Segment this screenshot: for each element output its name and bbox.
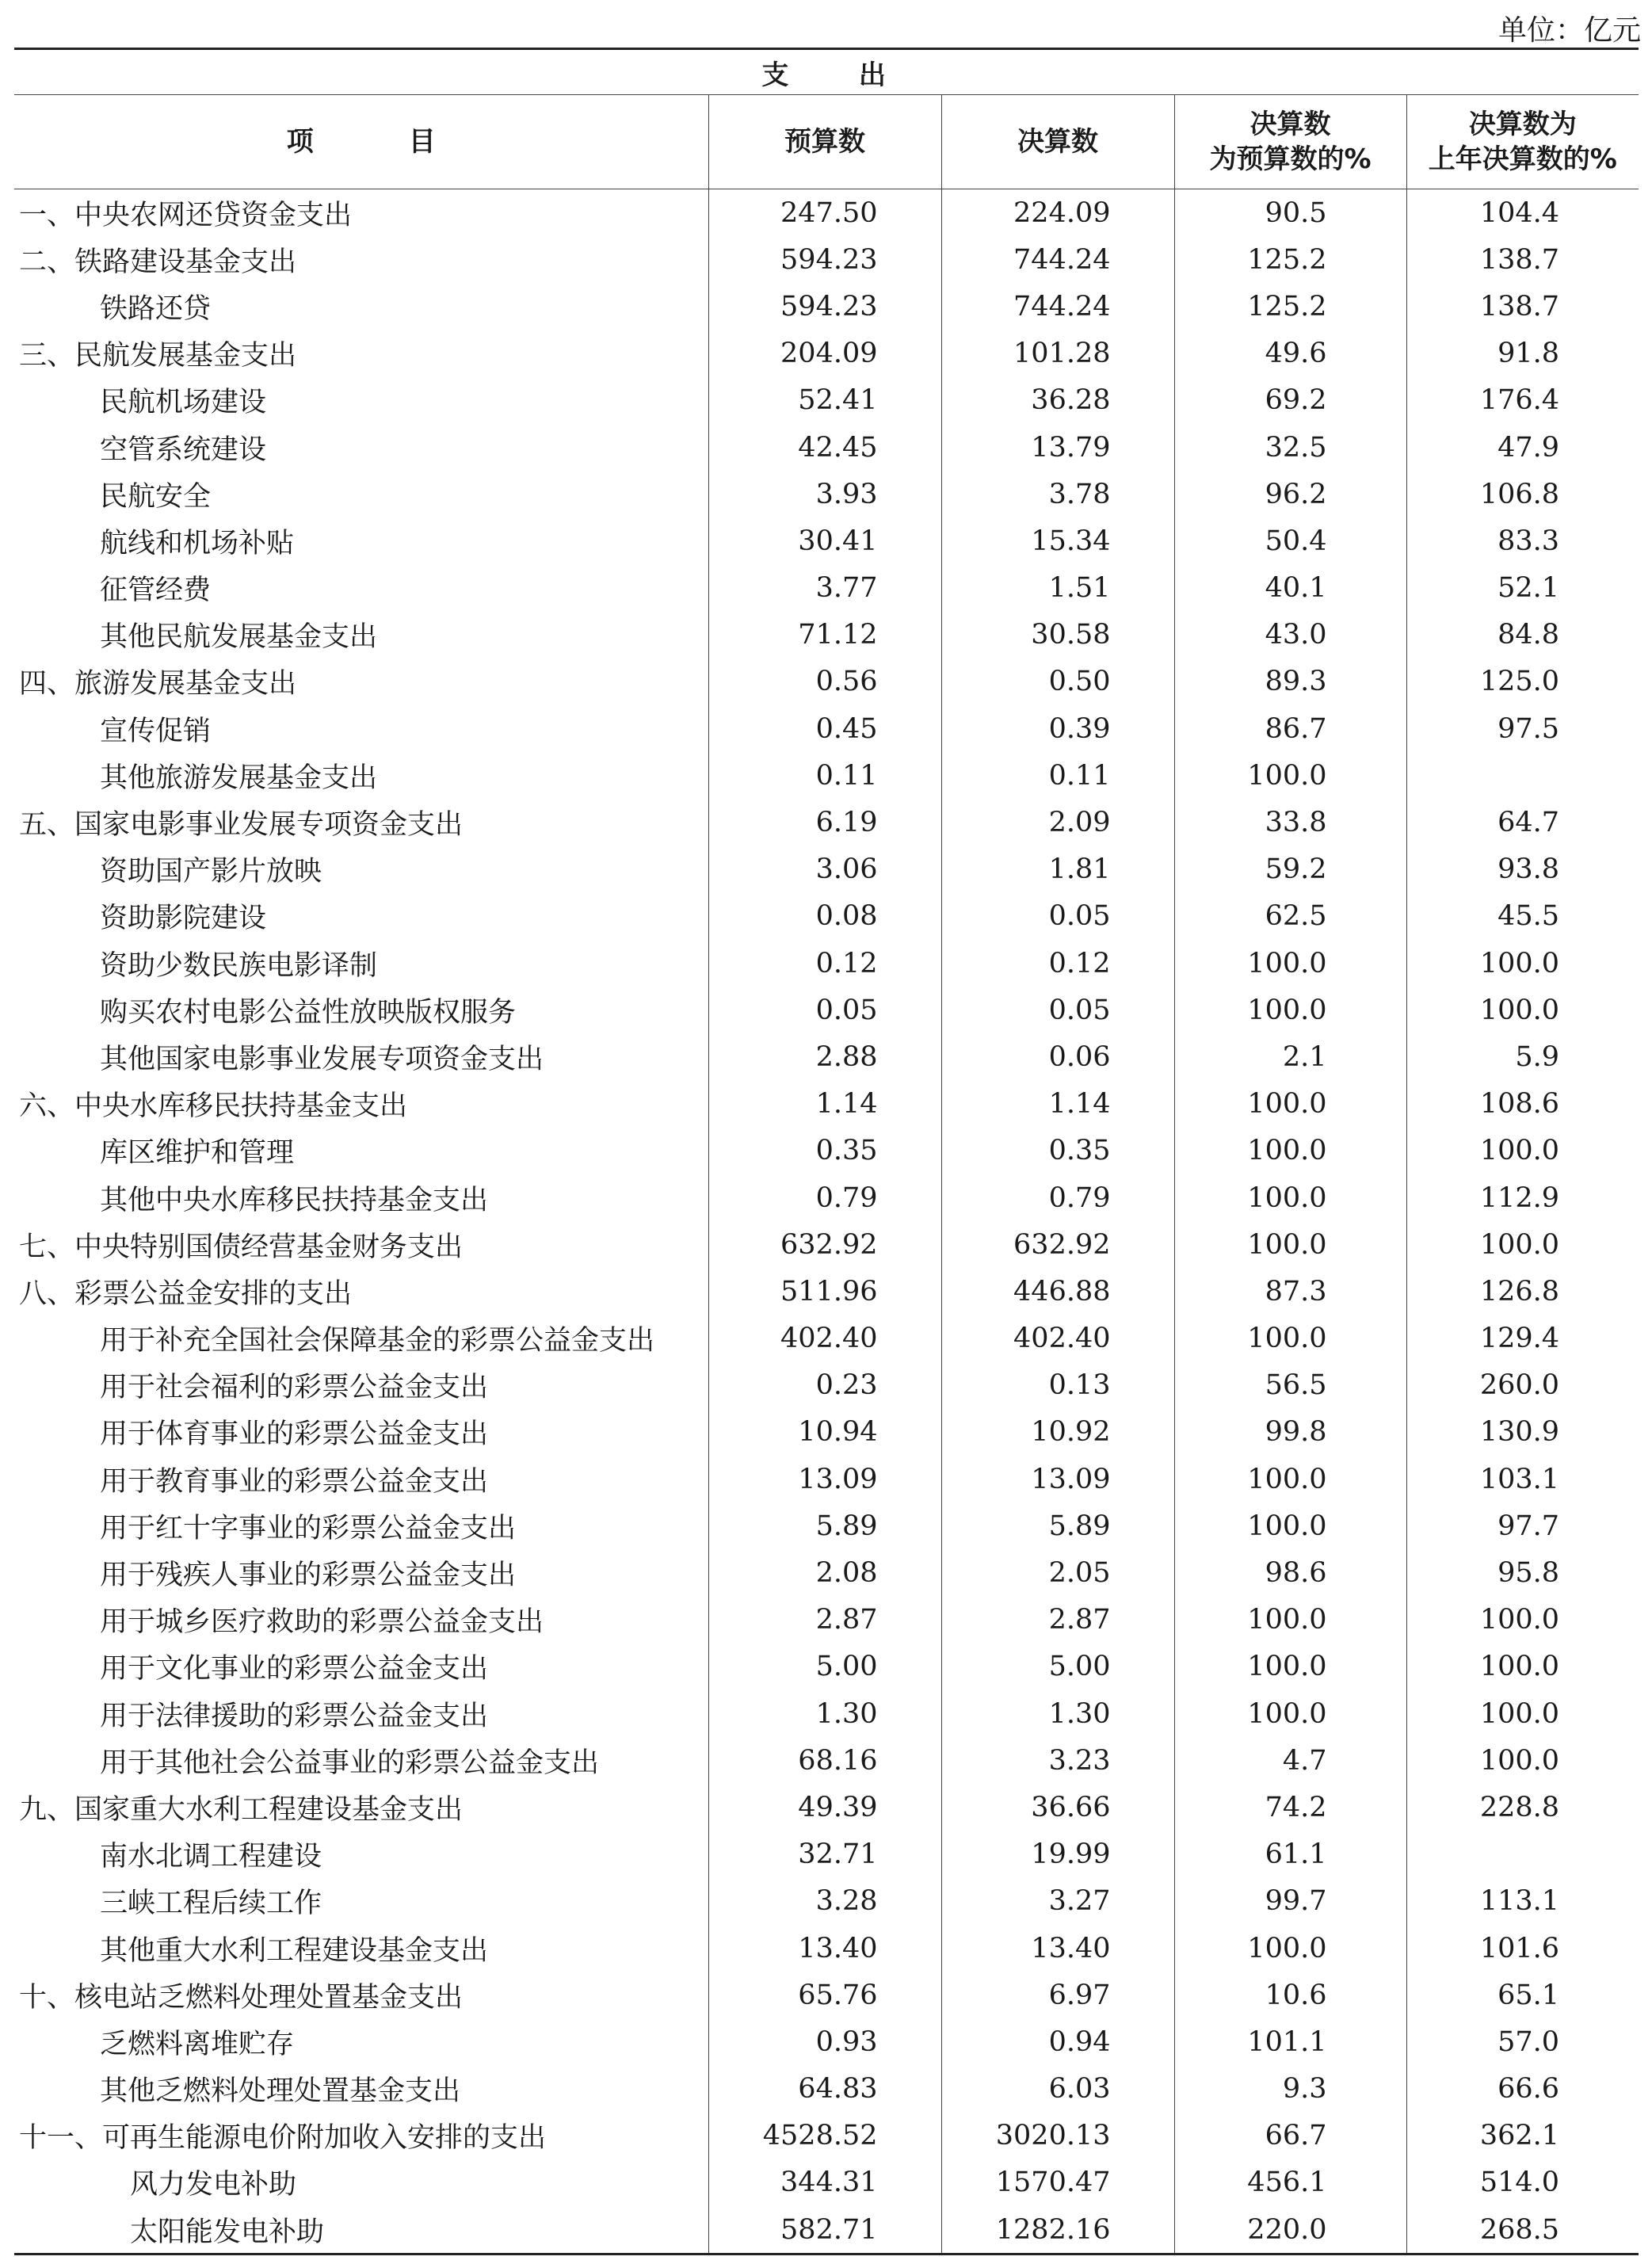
row-pct-of-budget-value: 40.1 bbox=[1174, 565, 1406, 612]
table-row bbox=[14, 1456, 1639, 1502]
row-pct-of-prev-value: 100.0 bbox=[1479, 1651, 1560, 1683]
row-budget-value: 0.05 bbox=[708, 987, 941, 1033]
row-final-value: 0.79 bbox=[941, 1174, 1174, 1221]
row-final-value: 1.81 bbox=[941, 846, 1174, 893]
table-row bbox=[14, 517, 1639, 564]
table-row bbox=[14, 1128, 1639, 1174]
row-item-name: 铁路还贷 bbox=[14, 283, 708, 330]
table-row bbox=[14, 471, 1639, 517]
row-item-name: 用于法律援助的彩票公益金支出 bbox=[14, 1690, 708, 1737]
row-pct-of-prev-value: 108.6 bbox=[1479, 1088, 1560, 1121]
row-item-name: 宣传促销 bbox=[14, 705, 708, 752]
row-final-value: 3.23 bbox=[941, 1737, 1174, 1784]
table-row bbox=[14, 1268, 1639, 1315]
row-final-value: 1570.47 bbox=[941, 2159, 1174, 2206]
row-item-name: 一、中央农网还贷资金支出 bbox=[14, 189, 708, 237]
row-item-name: 太阳能发电补助 bbox=[14, 2206, 708, 2254]
row-final-value: 0.94 bbox=[941, 2018, 1174, 2065]
row-item-name: 十一、可再生能源电价附加收入安排的支出 bbox=[14, 2113, 708, 2159]
row-pct-of-budget-value: 2.1 bbox=[1174, 1033, 1406, 1080]
row-pct-of-budget-value: 100.0 bbox=[1174, 1690, 1406, 1737]
row-final-value: 0.39 bbox=[941, 705, 1174, 752]
row-budget-value: 0.93 bbox=[708, 2018, 941, 2065]
row-pct-of-prev-value: 112.9 bbox=[1479, 1182, 1560, 1214]
row-pct-of-prev-value: 101.6 bbox=[1479, 1932, 1560, 1964]
table-row bbox=[14, 2159, 1639, 2206]
row-item-name: 四、旅游发展基金支出 bbox=[14, 659, 708, 705]
row-budget-value: 0.11 bbox=[708, 752, 941, 799]
row-pct-of-prev-value: 100.0 bbox=[1479, 1744, 1560, 1777]
row-pct-of-prev-value: 100.0 bbox=[1479, 1604, 1560, 1636]
row-pct-of-budget-value: 125.2 bbox=[1174, 283, 1406, 330]
row-item-name: 用于其他社会公益事业的彩票公益金支出 bbox=[14, 1737, 708, 1784]
row-pct-of-prev-value: 100.0 bbox=[1479, 1697, 1560, 1730]
row-pct-of-budget-value: 49.6 bbox=[1174, 330, 1406, 377]
row-item-name: 用于教育事业的彩票公益金支出 bbox=[14, 1456, 708, 1502]
row-pct-of-prev-value: 514.0 bbox=[1479, 2167, 1560, 2199]
row-item-name: 航线和机场补贴 bbox=[14, 517, 708, 564]
row-pct-of-budget-value: 9.3 bbox=[1174, 2066, 1406, 2113]
row-pct-of-prev-value: 260.0 bbox=[1479, 1369, 1560, 1402]
row-item-name: 南水北调工程建设 bbox=[14, 1831, 708, 1878]
row-pct-of-budget-value: 4.7 bbox=[1174, 1737, 1406, 1784]
table-row bbox=[14, 987, 1639, 1033]
row-pct-of-prev-value: 95.8 bbox=[1497, 1557, 1560, 1590]
table-row bbox=[14, 1174, 1639, 1221]
row-pct-of-prev-value: 125.0 bbox=[1479, 666, 1560, 698]
row-pct-of-prev-value: 93.8 bbox=[1497, 853, 1560, 886]
row-pct-of-budget-value: 99.8 bbox=[1174, 1409, 1406, 1456]
row-final-value: 10.92 bbox=[941, 1409, 1174, 1456]
row-pct-of-budget-value: 86.7 bbox=[1174, 705, 1406, 752]
column-header-pct-of-budget-line2: 为预算数的% bbox=[1209, 143, 1372, 175]
row-pct-of-budget-value: 50.4 bbox=[1174, 517, 1406, 564]
row-final-value: 402.40 bbox=[941, 1315, 1174, 1362]
row-final-value: 0.13 bbox=[941, 1362, 1174, 1409]
row-item-name: 用于残疾人事业的彩票公益金支出 bbox=[14, 1549, 708, 1596]
row-pct-of-prev-value: 176.4 bbox=[1479, 384, 1560, 417]
table-row bbox=[14, 1549, 1639, 1596]
table-row bbox=[14, 1597, 1639, 1644]
row-item-name: 用于补充全国社会保障基金的彩票公益金支出 bbox=[14, 1315, 708, 1362]
row-budget-value: 13.09 bbox=[708, 1456, 941, 1502]
table-row bbox=[14, 612, 1639, 659]
row-pct-of-budget-value: 66.7 bbox=[1174, 2113, 1406, 2159]
row-pct-of-prev-value: 138.7 bbox=[1479, 290, 1560, 323]
row-budget-value: 582.71 bbox=[708, 2206, 941, 2254]
row-item-name: 三、民航发展基金支出 bbox=[14, 330, 708, 377]
row-final-value: 3020.13 bbox=[941, 2113, 1174, 2159]
column-header-pct-of-prev-line1: 决算数为 bbox=[1468, 109, 1577, 140]
row-pct-of-budget-value: 100.0 bbox=[1174, 1502, 1406, 1549]
row-item-name: 用于城乡医疗救助的彩票公益金支出 bbox=[14, 1597, 708, 1644]
row-budget-value: 594.23 bbox=[708, 283, 941, 330]
table-row bbox=[14, 1409, 1639, 1456]
row-budget-value: 64.83 bbox=[708, 2066, 941, 2113]
row-budget-value: 3.77 bbox=[708, 565, 941, 612]
row-pct-of-prev-value: 113.1 bbox=[1479, 1885, 1560, 1918]
table-row bbox=[14, 1362, 1639, 1409]
row-final-value: 30.58 bbox=[941, 612, 1174, 659]
row-final-value: 6.03 bbox=[941, 2066, 1174, 2113]
row-final-value: 2.09 bbox=[941, 799, 1174, 846]
table-row bbox=[14, 1737, 1639, 1784]
table-row bbox=[14, 565, 1639, 612]
expenditure-table bbox=[14, 48, 1639, 2255]
column-header-pct-of-budget bbox=[1174, 95, 1406, 189]
row-item-name: 七、中央特别国债经营基金财务支出 bbox=[14, 1221, 708, 1268]
row-item-name: 资助国产影片放映 bbox=[14, 846, 708, 893]
row-item-name: 三峡工程后续工作 bbox=[14, 1878, 708, 1925]
table-row bbox=[14, 330, 1639, 377]
row-budget-value: 0.12 bbox=[708, 940, 941, 987]
row-pct-of-prev-value: 104.4 bbox=[1479, 197, 1560, 229]
row-final-value: 1282.16 bbox=[941, 2206, 1174, 2254]
row-budget-value: 32.71 bbox=[708, 1831, 941, 1878]
row-final-value: 13.79 bbox=[941, 424, 1174, 471]
row-pct-of-prev-value: 57.0 bbox=[1497, 2025, 1560, 2058]
row-pct-of-prev-value: 97.7 bbox=[1497, 1510, 1560, 1542]
row-pct-of-prev-value: 5.9 bbox=[1515, 1040, 1560, 1073]
table-row bbox=[14, 1315, 1639, 1362]
row-pct-of-budget-value: 99.7 bbox=[1174, 1878, 1406, 1925]
row-budget-value: 5.00 bbox=[708, 1644, 941, 1690]
row-pct-of-budget-value: 33.8 bbox=[1174, 799, 1406, 846]
row-pct-of-budget-value: 100.0 bbox=[1174, 987, 1406, 1033]
table-row bbox=[14, 189, 1639, 237]
table-row bbox=[14, 799, 1639, 846]
row-final-value: 6.97 bbox=[941, 1972, 1174, 2018]
row-budget-value: 632.92 bbox=[708, 1221, 941, 1268]
row-budget-value: 65.76 bbox=[708, 1972, 941, 2018]
unit-label: 单位：亿元 bbox=[1497, 14, 1641, 47]
row-item-name: 资助少数民族电影译制 bbox=[14, 940, 708, 987]
table-row bbox=[14, 659, 1639, 705]
row-item-name: 空管系统建设 bbox=[14, 424, 708, 471]
row-item-name: 民航机场建设 bbox=[14, 377, 708, 424]
row-pct-of-budget-value: 96.2 bbox=[1174, 471, 1406, 517]
table-row bbox=[14, 283, 1639, 330]
row-budget-value: 52.41 bbox=[708, 377, 941, 424]
row-final-value: 36.28 bbox=[941, 377, 1174, 424]
row-pct-of-prev-value: 103.1 bbox=[1479, 1463, 1560, 1495]
table-row bbox=[14, 2018, 1639, 2065]
row-budget-value: 10.94 bbox=[708, 1409, 941, 1456]
row-pct-of-budget-value: 220.0 bbox=[1174, 2206, 1406, 2254]
row-item-name: 其他旅游发展基金支出 bbox=[14, 752, 708, 799]
row-final-value: 0.05 bbox=[941, 893, 1174, 940]
row-item-name: 购买农村电影公益性放映版权服务 bbox=[14, 987, 708, 1033]
row-pct-of-budget-value: 100.0 bbox=[1174, 1081, 1406, 1128]
row-budget-value: 511.96 bbox=[708, 1268, 941, 1315]
section-title: 支 出 bbox=[14, 49, 1639, 95]
row-final-value: 1.14 bbox=[941, 1081, 1174, 1128]
row-budget-value: 42.45 bbox=[708, 424, 941, 471]
row-pct-of-prev-value: 268.5 bbox=[1406, 2206, 1639, 2254]
table-row bbox=[14, 893, 1639, 940]
table-body bbox=[14, 189, 1639, 2254]
row-budget-value: 30.41 bbox=[708, 517, 941, 564]
row-budget-value: 49.39 bbox=[708, 1784, 941, 1831]
row-pct-of-budget-value: 56.5 bbox=[1174, 1362, 1406, 1409]
row-final-value: 0.12 bbox=[941, 940, 1174, 987]
row-pct-of-prev-value: 66.6 bbox=[1497, 2073, 1560, 2106]
row-pct-of-budget-value: 10.6 bbox=[1174, 1972, 1406, 2018]
table-row bbox=[14, 2066, 1639, 2113]
row-item-name: 民航安全 bbox=[14, 471, 708, 517]
row-pct-of-prev-value: 83.3 bbox=[1497, 525, 1560, 557]
row-pct-of-budget-value: 59.2 bbox=[1174, 846, 1406, 893]
row-pct-of-prev-value: 84.8 bbox=[1497, 619, 1560, 651]
row-budget-value: 3.28 bbox=[708, 1878, 941, 1925]
row-budget-value: 5.89 bbox=[708, 1502, 941, 1549]
row-final-value: 632.92 bbox=[941, 1221, 1174, 1268]
row-pct-of-budget-value: 89.3 bbox=[1174, 659, 1406, 705]
row-pct-of-budget-value: 101.1 bbox=[1174, 2018, 1406, 2065]
row-pct-of-prev-value: 228.8 bbox=[1479, 1791, 1560, 1823]
row-pct-of-prev-value: 362.1 bbox=[1479, 2120, 1560, 2152]
row-final-value: 101.28 bbox=[941, 330, 1174, 377]
row-item-name: 其他国家电影事业发展专项资金支出 bbox=[14, 1033, 708, 1080]
row-item-name: 十、核电站乏燃料处理处置基金支出 bbox=[14, 1972, 708, 2018]
table-row bbox=[14, 2113, 1639, 2159]
row-item-name: 风力发电补助 bbox=[14, 2159, 708, 2206]
row-item-name: 八、彩票公益金安排的支出 bbox=[14, 1268, 708, 1315]
row-item-name: 其他乏燃料处理处置基金支出 bbox=[14, 2066, 708, 2113]
row-final-value: 446.88 bbox=[941, 1268, 1174, 1315]
table-row bbox=[14, 377, 1639, 424]
row-budget-value: 0.35 bbox=[708, 1128, 941, 1174]
row-final-value: 13.09 bbox=[941, 1456, 1174, 1502]
row-budget-value: 2.87 bbox=[708, 1597, 941, 1644]
row-budget-value: 204.09 bbox=[708, 330, 941, 377]
row-final-value: 5.89 bbox=[941, 1502, 1174, 1549]
row-budget-value: 71.12 bbox=[708, 612, 941, 659]
table-row bbox=[14, 1221, 1639, 1268]
row-budget-value: 0.23 bbox=[708, 1362, 941, 1409]
table-row bbox=[14, 1502, 1639, 1549]
row-pct-of-budget-value: 125.2 bbox=[1174, 236, 1406, 283]
row-item-name: 五、国家电影事业发展专项资金支出 bbox=[14, 799, 708, 846]
row-budget-value: 344.31 bbox=[708, 2159, 941, 2206]
row-item-name: 资助影院建设 bbox=[14, 893, 708, 940]
row-final-value: 0.11 bbox=[941, 752, 1174, 799]
row-pct-of-prev-value: 100.0 bbox=[1479, 947, 1560, 979]
row-pct-of-prev-value: 100.0 bbox=[1479, 1228, 1560, 1261]
table-row bbox=[14, 424, 1639, 471]
table-row bbox=[14, 1644, 1639, 1690]
row-pct-of-prev-value: 52.1 bbox=[1497, 572, 1560, 605]
column-header-pct-of-prev-line2: 上年决算数的% bbox=[1428, 143, 1617, 175]
row-item-name: 库区维护和管理 bbox=[14, 1128, 708, 1174]
row-final-value: 13.40 bbox=[941, 1925, 1174, 1972]
row-final-value: 3.78 bbox=[941, 471, 1174, 517]
row-pct-of-budget-value: 100.0 bbox=[1174, 1597, 1406, 1644]
row-budget-value: 594.23 bbox=[708, 236, 941, 283]
row-item-name: 九、国家重大水利工程建设基金支出 bbox=[14, 1784, 708, 1831]
row-pct-of-prev-value: 97.5 bbox=[1497, 712, 1560, 745]
row-final-value: 5.00 bbox=[941, 1644, 1174, 1690]
row-pct-of-budget-value: 62.5 bbox=[1174, 893, 1406, 940]
row-pct-of-budget-value: 69.2 bbox=[1174, 377, 1406, 424]
column-header-item-a: 项 bbox=[286, 126, 314, 158]
row-pct-of-budget-value: 100.0 bbox=[1174, 1128, 1406, 1174]
row-pct-of-budget-value: 87.3 bbox=[1174, 1268, 1406, 1315]
row-pct-of-prev-value: 65.1 bbox=[1497, 1979, 1560, 2011]
row-final-value: 0.35 bbox=[941, 1128, 1174, 1174]
row-pct-of-budget-value: 100.0 bbox=[1174, 1644, 1406, 1690]
table-row bbox=[14, 236, 1639, 283]
row-pct-of-prev-value: 126.8 bbox=[1479, 1275, 1560, 1308]
row-budget-value: 68.16 bbox=[708, 1737, 941, 1784]
row-pct-of-budget-value: 100.0 bbox=[1174, 1174, 1406, 1221]
column-header-pct-of-budget-line1: 决算数 bbox=[1249, 109, 1331, 140]
row-pct-of-prev-value: 64.7 bbox=[1497, 807, 1560, 839]
row-final-value: 1.30 bbox=[941, 1690, 1174, 1737]
row-pct-of-prev-value: 106.8 bbox=[1479, 478, 1560, 510]
column-header-budget: 预算数 bbox=[708, 95, 941, 189]
row-final-value: 3.27 bbox=[941, 1878, 1174, 1925]
table-row bbox=[14, 1878, 1639, 1925]
row-pct-of-budget-value: 100.0 bbox=[1174, 752, 1406, 799]
row-pct-of-prev-value: 47.9 bbox=[1497, 431, 1560, 464]
row-final-value: 1.51 bbox=[941, 565, 1174, 612]
row-final-value: 2.87 bbox=[941, 1597, 1174, 1644]
row-item-name: 乏燃料离堆贮存 bbox=[14, 2018, 708, 2065]
row-final-value: 744.24 bbox=[941, 283, 1174, 330]
row-final-value: 224.09 bbox=[941, 189, 1174, 237]
row-item-name: 用于社会福利的彩票公益金支出 bbox=[14, 1362, 708, 1409]
row-pct-of-budget-value: 100.0 bbox=[1174, 1315, 1406, 1362]
row-budget-value: 2.08 bbox=[708, 1549, 941, 1596]
row-pct-of-budget-value: 100.0 bbox=[1174, 1925, 1406, 1972]
row-pct-of-budget-value: 90.5 bbox=[1174, 189, 1406, 237]
row-pct-of-budget-value: 32.5 bbox=[1174, 424, 1406, 471]
row-budget-value: 4528.52 bbox=[708, 2113, 941, 2159]
table-row bbox=[14, 1784, 1639, 1831]
row-final-value: 0.06 bbox=[941, 1033, 1174, 1080]
row-budget-value: 402.40 bbox=[708, 1315, 941, 1362]
table-row bbox=[14, 752, 1639, 799]
row-budget-value: 6.19 bbox=[708, 799, 941, 846]
row-pct-of-budget-value: 43.0 bbox=[1174, 612, 1406, 659]
row-pct-of-prev-value: 91.8 bbox=[1497, 338, 1560, 370]
row-item-name: 用于体育事业的彩票公益金支出 bbox=[14, 1409, 708, 1456]
row-pct-of-prev-value: 138.7 bbox=[1479, 243, 1560, 276]
column-header-item bbox=[14, 95, 708, 189]
row-item-name: 其他中央水库移民扶持基金支出 bbox=[14, 1174, 708, 1221]
row-final-value: 0.05 bbox=[941, 987, 1174, 1033]
row-budget-value: 13.40 bbox=[708, 1925, 941, 1972]
table-row bbox=[14, 1033, 1639, 1080]
row-budget-value: 3.06 bbox=[708, 846, 941, 893]
row-budget-value: 1.30 bbox=[708, 1690, 941, 1737]
row-budget-value: 0.79 bbox=[708, 1174, 941, 1221]
row-budget-value: 2.88 bbox=[708, 1033, 941, 1080]
row-item-name: 其他重大水利工程建设基金支出 bbox=[14, 1925, 708, 1972]
row-final-value: 36.66 bbox=[941, 1784, 1174, 1831]
row-final-value: 0.50 bbox=[941, 659, 1174, 705]
column-header-final: 决算数 bbox=[941, 95, 1174, 189]
row-item-name: 六、中央水库移民扶持基金支出 bbox=[14, 1081, 708, 1128]
row-item-name: 用于文化事业的彩票公益金支出 bbox=[14, 1644, 708, 1690]
table-row bbox=[14, 940, 1639, 987]
table-row bbox=[14, 1925, 1639, 1972]
row-final-value: 744.24 bbox=[941, 236, 1174, 283]
column-header-pct-of-prev bbox=[1406, 95, 1639, 189]
table-row bbox=[14, 1081, 1639, 1128]
row-pct-of-budget-value: 100.0 bbox=[1174, 940, 1406, 987]
row-pct-of-budget-value: 74.2 bbox=[1174, 1784, 1406, 1831]
table-row bbox=[14, 1972, 1639, 2018]
row-budget-value: 1.14 bbox=[708, 1081, 941, 1128]
table-row bbox=[14, 1690, 1639, 1737]
row-pct-of-prev-value: 100.0 bbox=[1479, 994, 1560, 1026]
row-pct-of-prev-value: 100.0 bbox=[1479, 1135, 1560, 1167]
table-row bbox=[14, 1831, 1639, 1878]
row-item-name: 其他民航发展基金支出 bbox=[14, 612, 708, 659]
row-final-value: 2.05 bbox=[941, 1549, 1174, 1596]
row-pct-of-budget-value: 100.0 bbox=[1174, 1221, 1406, 1268]
row-pct-of-prev-value bbox=[1406, 752, 1639, 799]
row-final-value: 19.99 bbox=[941, 1831, 1174, 1878]
row-item-name: 二、铁路建设基金支出 bbox=[14, 236, 708, 283]
row-budget-value: 0.56 bbox=[708, 659, 941, 705]
row-budget-value: 3.93 bbox=[708, 471, 941, 517]
row-budget-value: 0.08 bbox=[708, 893, 941, 940]
row-pct-of-budget-value: 61.1 bbox=[1174, 1831, 1406, 1878]
row-item-name: 用于红十字事业的彩票公益金支出 bbox=[14, 1502, 708, 1549]
row-pct-of-budget-value: 456.1 bbox=[1174, 2159, 1406, 2206]
table-row bbox=[14, 2206, 1639, 2254]
row-item-name: 征管经费 bbox=[14, 565, 708, 612]
row-pct-of-prev-value bbox=[1406, 1831, 1639, 1878]
column-header-item-b: 目 bbox=[408, 126, 436, 158]
table-row bbox=[14, 846, 1639, 893]
row-final-value: 15.34 bbox=[941, 517, 1174, 564]
row-budget-value: 247.50 bbox=[708, 189, 941, 237]
row-budget-value: 0.45 bbox=[708, 705, 941, 752]
table-row bbox=[14, 705, 1639, 752]
row-pct-of-prev-value: 130.9 bbox=[1479, 1416, 1560, 1449]
row-pct-of-budget-value: 98.6 bbox=[1174, 1549, 1406, 1596]
row-pct-of-budget-value: 100.0 bbox=[1174, 1456, 1406, 1502]
row-pct-of-prev-value: 129.4 bbox=[1479, 1323, 1560, 1355]
table-header bbox=[14, 49, 1639, 189]
row-pct-of-prev-value: 45.5 bbox=[1497, 900, 1560, 933]
